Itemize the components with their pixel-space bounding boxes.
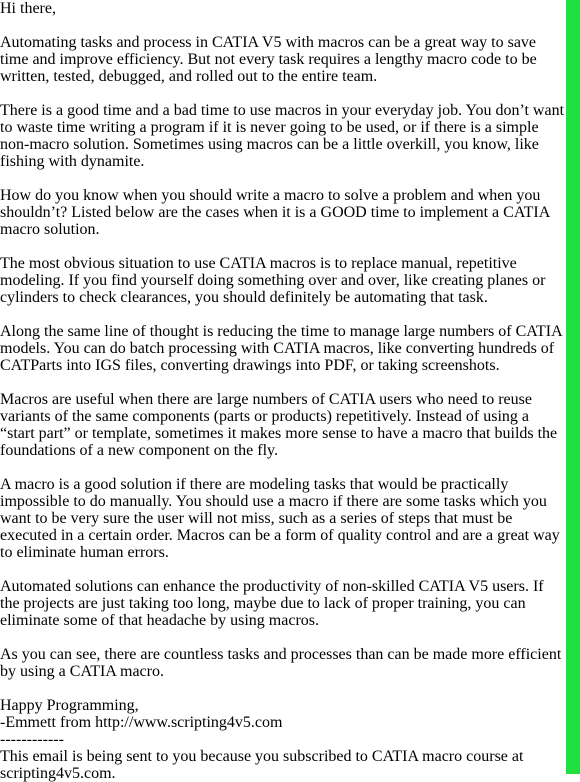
paragraph-conclusion: As you can see, there are countless tasks and processes than can be made more efficient by using a CATIA macro. <box>0 646 562 680</box>
paragraph-reuse-variants: Macros are useful when there are large numbers of CATIA users who need to reuse variants of the same components (parts or products) repetitively. Instead of using a “start part” or template, sometimes it makes more sense to have a macro that builds the foundations of a new component on the fly. <box>0 391 558 459</box>
footer-note: This email is being sent to you because you subscribed to CATIA macro course at scripting4v5.com. <box>0 748 524 782</box>
paragraph-intro: Automating tasks and process in CATIA V5 with macros can be a great way to save time and improve efficiency. But not every task requires a lengthy macro code to be written, tested, debugged, and rolled out to the entire team. <box>0 34 537 85</box>
greeting: Hi there, <box>0 0 56 17</box>
paragraph-productivity: Automated solutions can enhance the productivity of non-skilled CATIA V5 users. If the projects are just taking too long, maybe due to lack of proper training, you can eliminate some of that headache by using macros. <box>0 578 544 629</box>
paragraph-good-bad-time: There is a good time and a bad time to use macros in your everyday job. You don’t want to waste time writing a program if it is never going to be used, or if there is a simple non-macro solution. Sometimes using macros can be a little overkill, you know, like fishing with dynamite. <box>0 102 565 170</box>
paragraph-repetitive-modeling: The most obvious situation to use CATIA macros is to replace manual, repetitive modeling. If you find yourself doing something over and over, like creating planes or cylinders to check clearances, you should definitely be automating that task. <box>0 255 546 306</box>
accent-bar <box>566 0 580 774</box>
signature: -Emmett from http://www.scripting4v5.com <box>0 714 283 731</box>
separator: ------------ <box>0 731 64 748</box>
signoff: Happy Programming, <box>0 697 139 714</box>
paragraph-quality-control: A macro is a good solution if there are modeling tasks that would be practically impossible to do manually. You should use a macro if there are some tasks which you want to be very sure the user will not miss, such as a series of steps that must be executed in a certain order. Macros can be a form of quality control and are a great way to eliminate human errors. <box>0 476 560 561</box>
paragraph-batch-processing: Along the same line of thought is reducing the time to manage large numbers of CATIA models. You can do batch processing with CATIA macros, like converting hundreds of CATParts into IGS files, converting drawings into PDF, or taking screenshots. <box>0 323 562 374</box>
paragraph-when-to-write: How do you know when you should write a macro to solve a problem and when you shouldn’t? Listed below are the cases when it is a GOOD time to implement a CATIA macro solution. <box>0 187 550 238</box>
